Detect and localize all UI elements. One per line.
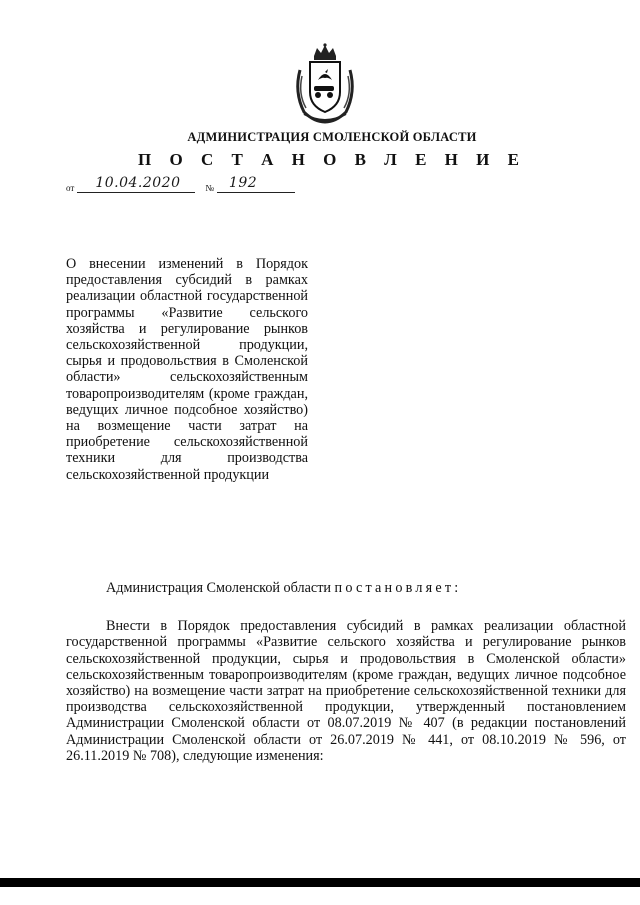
preamble <box>66 580 626 596</box>
preamble-verb: постановляет: <box>334 580 462 596</box>
document-subject <box>66 256 308 483</box>
document-body <box>66 580 626 764</box>
main-paragraph: Внести в Порядок предоставления субсидий в рамках реализации областной государственной программы «Развитие сельского хозяйства и регулирование рынков сельскохозяйственной продукции, сырья и продовольствия в Смоленской области» сельскохозяйственным товаропроизводителям (кроме граждан, ведущих личное подсобное хозяйство) на возмещение части затрат на приобретение сельскохозяйственной техники для производства сельскохозяйственной продукции, утвержденный постановлением Администрации Смоленской области от 08.07.2019 № 407 (в редакции постановлений Администрации Смоленской области от 26.07.2019 № 441, от 08.10.2019 № 596, от 26.11.2019 № 708), следующие изменения: <box>66 618 626 764</box>
date-handwritten: 10.04.2020 <box>95 175 181 191</box>
coat-of-arms-icon <box>290 42 360 124</box>
organization-title: АДМИНИСТРАЦИЯ СМОЛЕНСКОЙ ОБЛАСТИ <box>187 130 477 144</box>
date-field <box>77 176 195 193</box>
number-handwritten: 192 <box>228 175 258 191</box>
preamble-subject: Администрация Смоленской области <box>106 580 331 596</box>
scan-edge-bar <box>0 878 640 887</box>
document-type-title: П О С Т А Н О В Л Е Н И Е <box>138 150 526 169</box>
number-prefix: № <box>205 183 214 193</box>
registration-line <box>66 176 295 193</box>
number-field <box>217 176 295 193</box>
subject-text: О внесении изменений в Порядок предоставления субсидий в рамках реализации областной государственной программы «Развитие сельского хозяйства и регулирование рынков сельскохозяйственной продукции, сырья и продовольствия в Смоленской области» сельскохозяйственным товаропроизводителям (кроме граждан, ведущих личное подсобное хозяйство) на возмещение части затрат на приобретение сельскохозяйственной техники для производства сельскохозяйственной продукции <box>66 256 308 483</box>
date-prefix: от <box>66 183 75 193</box>
